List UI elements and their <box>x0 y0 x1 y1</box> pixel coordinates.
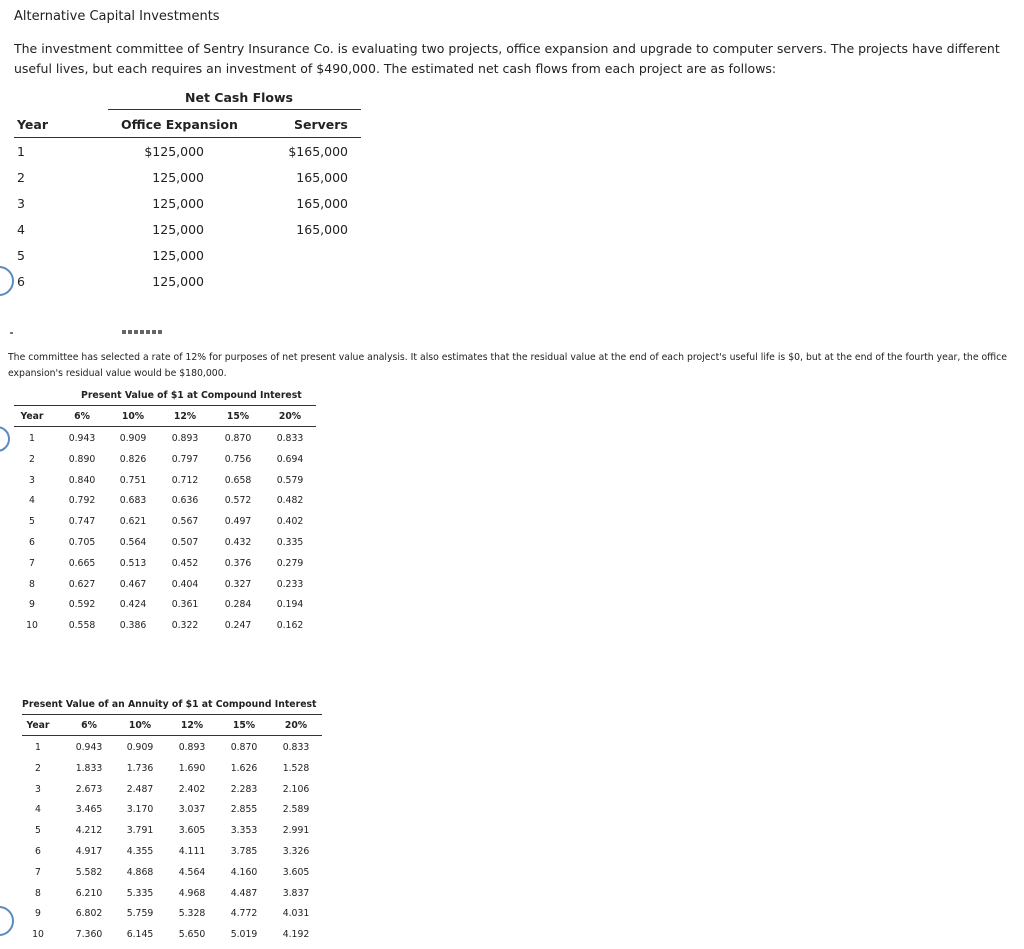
value-cell: 0.452 <box>171 557 199 569</box>
value-cell: 5.759 <box>126 908 154 920</box>
value-cell: 4.212 <box>75 825 103 837</box>
year-cell: 7 <box>35 866 41 878</box>
value-cell: 0.694 <box>276 453 304 465</box>
value-cell: 0.658 <box>224 474 252 486</box>
year-cell: 10 <box>26 620 38 632</box>
value-cell: 6.145 <box>126 929 154 941</box>
value-cell: 0.402 <box>276 516 304 528</box>
annuity-caption: Present Value of an Annuity of $1 at Compound Interest <box>22 699 317 710</box>
office-expansion-cell: 125,000 <box>152 274 204 289</box>
value-cell: 0.497 <box>224 516 252 528</box>
value-cell: 0.247 <box>224 620 252 632</box>
year-cell: 4 <box>17 222 25 237</box>
column-header: 20% <box>278 411 302 422</box>
value-cell: 0.797 <box>171 453 199 465</box>
column-header: Year <box>26 720 50 731</box>
value-cell: 0.826 <box>119 453 147 465</box>
value-cell: 3.605 <box>178 825 206 837</box>
scroll-artifact <box>10 332 13 334</box>
year-cell: 1 <box>35 742 41 753</box>
value-cell: 0.751 <box>119 474 147 486</box>
value-cell: 0.233 <box>276 578 304 590</box>
office-expansion-cell: 125,000 <box>152 170 204 185</box>
office-expansion-cell: 125,000 <box>152 222 204 237</box>
value-cell: 3.170 <box>126 804 154 816</box>
year-cell: 7 <box>29 557 35 569</box>
value-cell: 0.792 <box>68 495 96 507</box>
value-cell: 3.037 <box>178 804 206 816</box>
servers-cell: 165,000 <box>296 170 348 185</box>
value-cell: 1.690 <box>178 762 206 774</box>
value-cell: 0.833 <box>276 433 304 444</box>
value-cell: 0.870 <box>230 742 258 753</box>
page-title: Alternative Capital Investments <box>14 9 220 24</box>
value-cell: 0.424 <box>119 599 147 611</box>
year-cell: 5 <box>29 516 35 528</box>
value-cell: 0.712 <box>171 474 199 486</box>
value-cell: 0.705 <box>68 537 96 548</box>
value-cell: 2.673 <box>75 783 103 795</box>
value-cell: 4.487 <box>230 887 258 899</box>
present-value-rule <box>14 405 316 406</box>
value-cell: 7.360 <box>75 929 103 941</box>
value-cell: 5.650 <box>178 929 206 941</box>
column-header: 10% <box>128 720 152 731</box>
office-expansion-header: Office Expansion <box>121 117 238 132</box>
value-cell: 3.837 <box>282 887 310 899</box>
column-header: 6% <box>81 720 97 731</box>
value-cell: 0.558 <box>68 620 96 632</box>
year-cell: 2 <box>17 170 25 185</box>
year-cell: 9 <box>29 599 35 611</box>
office-expansion-cell: 125,000 <box>152 196 204 211</box>
value-cell: 1.528 <box>282 762 310 774</box>
value-cell: 0.482 <box>276 495 304 507</box>
value-cell: 0.592 <box>68 599 96 611</box>
value-cell: 0.943 <box>75 742 103 753</box>
year-cell: 3 <box>17 196 25 211</box>
column-header: 12% <box>180 720 204 731</box>
year-cell: 2 <box>35 762 41 774</box>
year-cell: 8 <box>35 887 41 899</box>
value-cell: 3.465 <box>75 804 103 816</box>
value-cell: 2.589 <box>282 804 310 816</box>
value-cell: 0.943 <box>68 433 96 444</box>
value-cell: 4.968 <box>178 887 206 899</box>
column-header: 10% <box>121 411 145 422</box>
value-cell: 3.605 <box>282 866 310 878</box>
year-cell: 6 <box>35 846 41 857</box>
office-expansion-cell: $125,000 <box>144 144 204 159</box>
year-cell: 6 <box>29 537 35 548</box>
rate-paragraph: The committee has selected a rate of 12% for purposes of net present value analysis. It also estimates that the residual value at the end of each project's useful life is $0, but at the end of the fourth year, the office expansion's residual value would be $180,000. <box>8 352 1008 379</box>
year-cell: 4 <box>29 495 35 507</box>
value-cell: 4.031 <box>282 908 310 920</box>
value-cell: 0.893 <box>178 742 206 753</box>
annuity-header-rule <box>22 735 322 736</box>
header-rule <box>14 137 361 138</box>
year-cell: 3 <box>35 783 41 795</box>
selection-circle-mark <box>0 266 14 296</box>
column-header: 6% <box>74 411 90 422</box>
value-cell: 0.335 <box>276 537 304 548</box>
value-cell: 2.402 <box>178 783 206 795</box>
value-cell: 1.736 <box>126 762 154 774</box>
value-cell: 0.909 <box>119 433 147 444</box>
value-cell: 3.791 <box>126 825 154 837</box>
year-cell: 3 <box>29 474 35 486</box>
selection-circle-mark <box>0 906 14 936</box>
value-cell: 1.833 <box>75 762 103 774</box>
value-cell: 3.785 <box>230 846 258 857</box>
year-cell: 9 <box>35 908 41 920</box>
value-cell: 0.840 <box>68 474 96 486</box>
value-cell: 5.019 <box>230 929 258 941</box>
caption-rule <box>108 109 361 110</box>
year-header: Year <box>17 117 48 132</box>
value-cell: 0.567 <box>171 516 199 528</box>
value-cell: 4.160 <box>230 866 258 878</box>
value-cell: 0.194 <box>276 599 304 611</box>
value-cell: 4.564 <box>178 866 206 878</box>
value-cell: 0.162 <box>276 620 304 632</box>
value-cell: 0.432 <box>224 537 252 548</box>
value-cell: 5.335 <box>126 887 154 899</box>
value-cell: 4.772 <box>230 908 258 920</box>
value-cell: 0.376 <box>224 557 252 569</box>
value-cell: 4.111 <box>178 846 206 857</box>
value-cell: 0.327 <box>224 578 252 590</box>
value-cell: 6.210 <box>75 887 103 899</box>
year-cell: 2 <box>29 453 35 465</box>
value-cell: 0.627 <box>68 578 96 590</box>
year-cell: 8 <box>29 578 35 590</box>
value-cell: 0.893 <box>171 433 199 444</box>
present-value-caption: Present Value of $1 at Compound Interest <box>81 390 302 401</box>
value-cell: 4.868 <box>126 866 154 878</box>
value-cell: 2.106 <box>282 783 310 795</box>
value-cell: 0.386 <box>119 620 147 632</box>
value-cell: 0.636 <box>171 495 199 507</box>
value-cell: 0.621 <box>119 516 147 528</box>
value-cell: 0.564 <box>119 537 147 548</box>
year-cell: 10 <box>32 929 44 941</box>
value-cell: 2.487 <box>126 783 154 795</box>
value-cell: 5.582 <box>75 866 103 878</box>
value-cell: 0.467 <box>119 578 147 590</box>
value-cell: 0.909 <box>126 742 154 753</box>
value-cell: 0.507 <box>171 537 199 548</box>
value-cell: 4.917 <box>75 846 103 857</box>
year-cell: 5 <box>17 248 25 263</box>
value-cell: 0.756 <box>224 453 252 465</box>
value-cell: 4.192 <box>282 929 310 941</box>
annuity-rule <box>22 714 322 715</box>
intro-paragraph: The investment committee of Sentry Insurance Co. is evaluating two projects, office expansion and upgrade to computer servers. The projects have different useful lives, but each requires an investment of $490,000. The estimated net cash flows from each project are as follows: <box>14 41 1000 76</box>
value-cell: 2.283 <box>230 783 258 795</box>
selection-circle-mark <box>0 426 10 452</box>
servers-header: Servers <box>294 117 348 132</box>
value-cell: 0.361 <box>171 599 199 611</box>
column-header: 15% <box>226 411 250 422</box>
value-cell: 0.579 <box>276 474 304 486</box>
value-cell: 0.890 <box>68 453 96 465</box>
value-cell: 2.991 <box>282 825 310 837</box>
value-cell: 0.513 <box>119 557 147 569</box>
column-header: 20% <box>284 720 308 731</box>
value-cell: 0.572 <box>224 495 252 507</box>
value-cell: 0.683 <box>119 495 147 507</box>
year-cell: 1 <box>17 144 25 159</box>
servers-cell: 165,000 <box>296 222 348 237</box>
office-expansion-cell: 125,000 <box>152 248 204 263</box>
value-cell: 0.284 <box>224 599 252 611</box>
truncated-text-artifact <box>122 330 164 334</box>
value-cell: 4.355 <box>126 846 154 857</box>
present-value-header-rule <box>14 426 316 427</box>
net-cash-flows-caption: Net Cash Flows <box>185 90 293 105</box>
year-cell: 5 <box>35 825 41 837</box>
servers-cell: $165,000 <box>288 144 348 159</box>
value-cell: 1.626 <box>230 762 258 774</box>
value-cell: 0.404 <box>171 578 199 590</box>
value-cell: 6.802 <box>75 908 103 920</box>
year-cell: 1 <box>29 433 35 444</box>
value-cell: 3.326 <box>282 846 310 857</box>
value-cell: 0.833 <box>282 742 310 753</box>
value-cell: 3.353 <box>230 825 258 837</box>
value-cell: 0.279 <box>276 557 304 569</box>
value-cell: 0.870 <box>224 433 252 444</box>
column-header: 15% <box>232 720 256 731</box>
value-cell: 0.665 <box>68 557 96 569</box>
column-header: 12% <box>173 411 197 422</box>
year-cell: 4 <box>35 804 41 816</box>
value-cell: 2.855 <box>230 804 258 816</box>
servers-cell: 165,000 <box>296 196 348 211</box>
value-cell: 5.328 <box>178 908 206 920</box>
year-cell: 6 <box>17 274 25 289</box>
value-cell: 0.747 <box>68 516 96 528</box>
column-header: Year <box>20 411 44 422</box>
value-cell: 0.322 <box>171 620 199 632</box>
